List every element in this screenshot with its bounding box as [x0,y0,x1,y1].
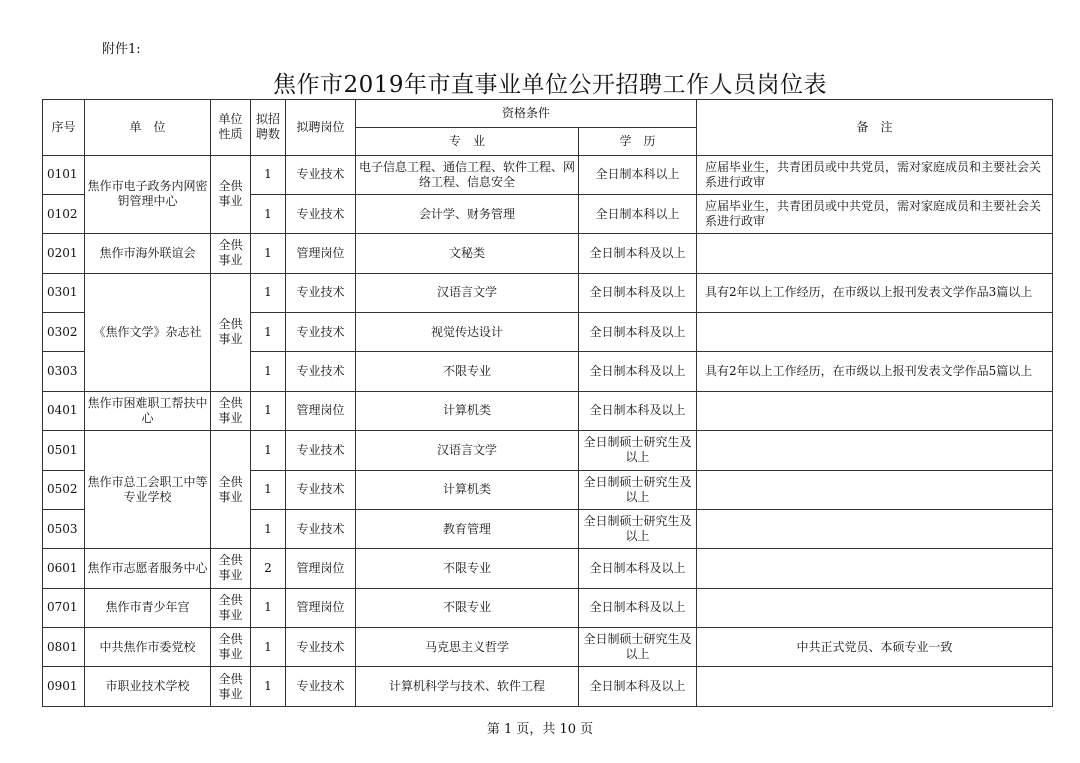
row-major: 计算机类 [356,391,579,430]
row-education: 全日制硕士研究生及以上 [579,470,697,509]
header-education: 学 历 [579,128,697,155]
unit-name: 焦作市海外联谊会 [85,234,211,273]
row-post: 专业技术 [286,628,356,667]
row-count: 1 [251,391,286,430]
row-post: 管理岗位 [286,391,356,430]
table-row [43,273,1053,312]
row-code: 0301 [43,273,85,312]
row-count: 2 [251,549,286,588]
row-major: 会计学、财务管理 [356,194,579,233]
table-row [43,234,1053,273]
row-code: 0701 [43,588,85,627]
row-count: 1 [251,155,286,194]
row-major: 计算机类 [356,470,579,509]
header-major: 专 业 [356,128,579,155]
row-remarks [697,234,1053,273]
row-education: 全日制本科及以上 [579,313,697,352]
row-education: 全日制硕士研究生及以上 [579,509,697,548]
row-education: 全日制本科以上 [579,194,697,233]
row-count: 1 [251,470,286,509]
row-major: 汉语言文学 [356,431,579,470]
row-count: 1 [251,509,286,548]
row-major: 不限专业 [356,352,579,391]
row-count: 1 [251,194,286,233]
row-major: 不限专业 [356,549,579,588]
row-remarks [697,470,1053,509]
unit-type: 全供事业 [211,234,251,273]
row-count: 1 [251,588,286,627]
row-post: 管理岗位 [286,549,356,588]
unit-type: 全供事业 [211,588,251,627]
page-footer: 第 1 页，共 10 页 [486,722,594,737]
table-row [43,391,1053,430]
table-row [43,549,1053,588]
row-post: 专业技术 [286,470,356,509]
row-count: 1 [251,273,286,312]
header-unit-type: 单位性质 [211,100,251,156]
row-code: 0101 [43,155,85,194]
table-row [43,667,1053,707]
header-remarks: 备 注 [697,100,1053,156]
row-education: 全日制硕士研究生及以上 [579,431,697,470]
row-education: 全日制本科及以上 [579,588,697,627]
header-qualification: 资格条件 [356,100,697,128]
header-unit: 单 位 [85,100,211,156]
row-code: 0501 [43,431,85,470]
unit-name: 焦作市总工会职工中等专业学校 [85,431,211,549]
row-major: 视觉传达设计 [356,313,579,352]
row-education: 全日制本科以上 [579,155,697,194]
table-row [43,588,1053,627]
unit-type: 全供事业 [211,431,251,549]
row-count: 1 [251,234,286,273]
header-row [43,100,1053,128]
row-code: 0901 [43,667,85,707]
row-code: 0401 [43,391,85,430]
row-education: 全日制本科及以上 [579,667,697,707]
row-major: 汉语言文学 [356,273,579,312]
row-code: 0302 [43,313,85,352]
unit-name: 焦作市电子政务内网密钥管理中心 [85,155,211,234]
row-code: 0102 [43,194,85,233]
row-post: 专业技术 [286,273,356,312]
positions-table [42,99,1053,707]
attachment-label: 附件1: [102,42,141,57]
row-post: 专业技术 [286,431,356,470]
row-remarks: 中共正式党员、本硕专业一致 [697,628,1053,667]
table-row [43,431,1053,470]
row-count: 1 [251,352,286,391]
row-code: 0502 [43,470,85,509]
table-row [43,155,1053,194]
row-education: 全日制硕士研究生及以上 [579,628,697,667]
row-remarks [697,588,1053,627]
row-count: 1 [251,431,286,470]
row-education: 全日制本科及以上 [579,273,697,312]
row-code: 0503 [43,509,85,548]
unit-type: 全供事业 [211,549,251,588]
row-post: 专业技术 [286,667,356,707]
row-remarks: 应届毕业生，共青团员或中共党员，需对家庭成员和主要社会关系进行政审 [697,155,1053,194]
header-post: 拟聘岗位 [286,100,356,156]
row-remarks [697,509,1053,548]
table-row [43,628,1053,667]
row-major: 计算机科学与技术、软件工程 [356,667,579,707]
unit-type: 全供事业 [211,667,251,707]
row-education: 全日制本科及以上 [579,352,697,391]
unit-name: 市职业技术学校 [85,667,211,707]
row-remarks [697,667,1053,707]
row-remarks: 具有2年以上工作经历，在市级以上报刊发表文学作品5篇以上 [697,352,1053,391]
row-remarks [697,431,1053,470]
unit-name: 焦作市志愿者服务中心 [85,549,211,588]
row-remarks [697,391,1053,430]
unit-name: 《焦作文学》杂志社 [85,273,211,391]
row-count: 1 [251,667,286,707]
unit-name: 焦作市困难职工帮扶中心 [85,391,211,430]
row-remarks [697,313,1053,352]
unit-name: 焦作市青少年宫 [85,588,211,627]
row-post: 管理岗位 [286,588,356,627]
row-major: 不限专业 [356,588,579,627]
header-count: 拟招聘数 [251,100,286,156]
unit-type: 全供事业 [211,155,251,234]
row-post: 专业技术 [286,352,356,391]
row-code: 0801 [43,628,85,667]
row-education: 全日制本科及以上 [579,549,697,588]
row-code: 0201 [43,234,85,273]
row-major: 教育管理 [356,509,579,548]
row-post: 专业技术 [286,155,356,194]
row-major: 文秘类 [356,234,579,273]
row-post: 管理岗位 [286,234,356,273]
unit-type: 全供事业 [211,628,251,667]
header-seq: 序号 [43,100,85,156]
unit-name: 中共焦作市委党校 [85,628,211,667]
row-education: 全日制本科及以上 [579,234,697,273]
row-post: 专业技术 [286,509,356,548]
row-remarks [697,549,1053,588]
row-remarks: 具有2年以上工作经历，在市级以上报刊发表文学作品3篇以上 [697,273,1053,312]
row-major: 马克思主义哲学 [356,628,579,667]
row-code: 0303 [43,352,85,391]
row-education: 全日制本科及以上 [579,391,697,430]
row-remarks: 应届毕业生，共青团员或中共党员，需对家庭成员和主要社会关系进行政审 [697,194,1053,233]
row-major: 电子信息工程、通信工程、软件工程、网络工程、信息安全 [356,155,579,194]
unit-type: 全供事业 [211,273,251,391]
row-post: 专业技术 [286,194,356,233]
unit-type: 全供事业 [211,391,251,430]
row-post: 专业技术 [286,313,356,352]
row-code: 0601 [43,549,85,588]
page-title: 焦作市2019年市直事业单位公开招聘工作人员岗位表 [272,72,828,98]
row-count: 1 [251,313,286,352]
row-count: 1 [251,628,286,667]
